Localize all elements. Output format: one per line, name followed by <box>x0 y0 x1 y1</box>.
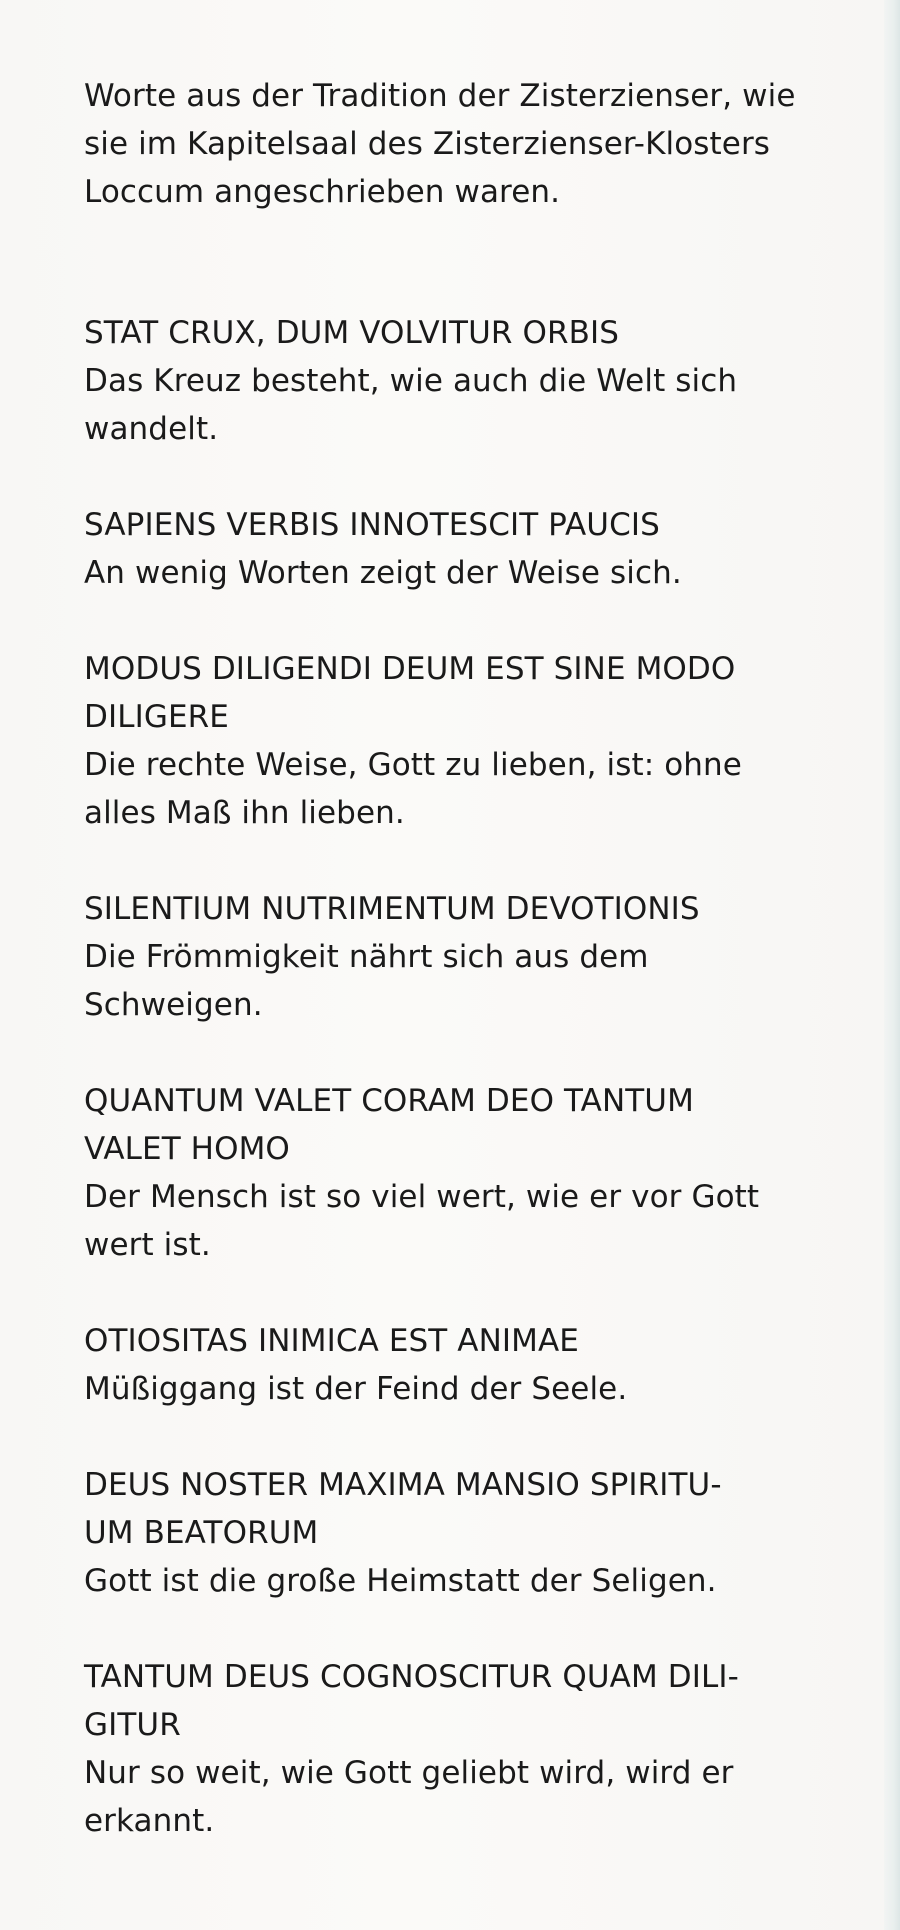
quote-item <box>84 501 874 597</box>
latin-quote: TANTUM DEUS COGNOSCITUR QUAM DILI- GITUR <box>84 1659 739 1743</box>
german-translation: Gott ist die große Heimstatt der Seligen. <box>84 1563 717 1599</box>
quote-item <box>84 645 874 837</box>
german-translation: Müßiggang ist der Feind der Seele. <box>84 1371 628 1407</box>
quote-item <box>84 309 874 453</box>
quote-item <box>84 1461 874 1605</box>
quote-list <box>84 309 874 1845</box>
page-edge <box>884 0 900 1930</box>
latin-quote: QUANTUM VALET CORAM DEO TANTUM VALET HOMO <box>84 1083 694 1167</box>
intro-paragraph: Worte aus der Tradition der Zisterzienser, wie sie im Kapitelsaal des Zisterzienser-Klosters Loccum angeschrieben waren. <box>84 78 796 210</box>
quote-item <box>84 1077 874 1269</box>
german-translation: Die Frömmigkeit nährt sich aus dem Schweigen. <box>84 939 649 1023</box>
latin-quote: STAT CRUX, DUM VOLVITUR ORBIS <box>84 315 620 351</box>
german-translation: Nur so weit, wie Gott geliebt wird, wird er erkannt. <box>84 1755 734 1839</box>
german-translation: Die rechte Weise, Gott zu lieben, ist: ohne alles Maß ihn lieben. <box>84 747 742 831</box>
german-translation: Der Mensch ist so viel wert, wie er vor Gott wert ist. <box>84 1179 760 1263</box>
latin-quote: MODUS DILIGENDI DEUM EST SINE MODO DILIGERE <box>84 651 736 735</box>
latin-quote: DEUS NOSTER MAXIMA MANSIO SPIRITU- UM BEATORUM <box>84 1467 722 1551</box>
latin-quote: OTIOSITAS INIMICA EST ANIMAE <box>84 1323 579 1359</box>
latin-quote: SILENTIUM NUTRIMENTUM DEVOTIONIS <box>84 891 700 927</box>
latin-quote: SAPIENS VERBIS INNOTESCIT PAUCIS <box>84 507 660 543</box>
document-content <box>84 72 874 1893</box>
german-translation: An wenig Worten zeigt der Weise sich. <box>84 555 682 591</box>
quote-item <box>84 885 874 1029</box>
quote-item <box>84 1317 874 1413</box>
quote-item <box>84 1653 874 1845</box>
german-translation: Das Kreuz besteht, wie auch die Welt sich wandelt. <box>84 363 738 447</box>
